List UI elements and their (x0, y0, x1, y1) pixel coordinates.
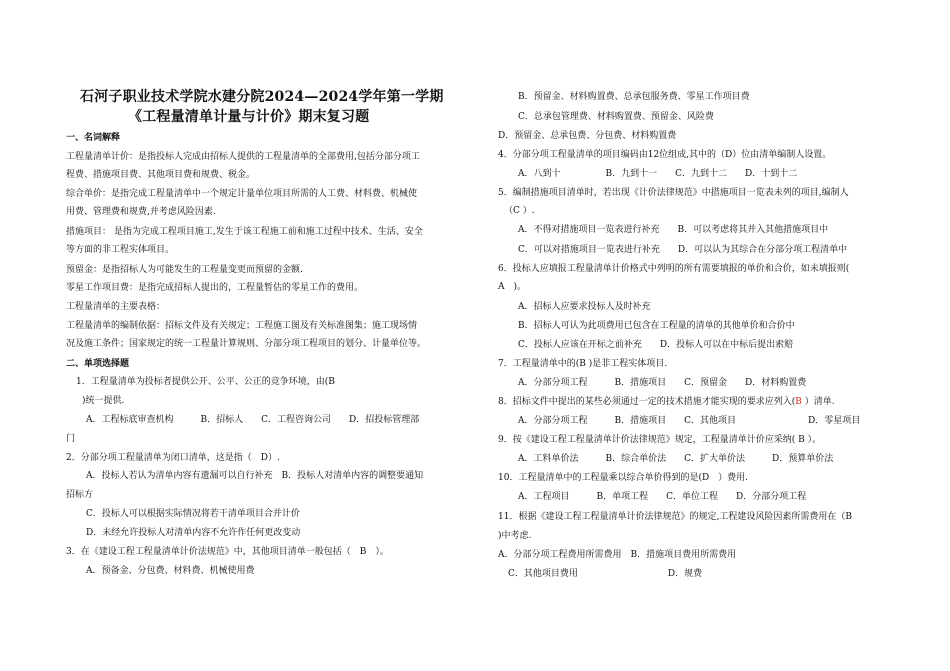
question-line: 10．工程量清单中的工程量乘以综合单价得到的是(D ）费用. (498, 473, 749, 483)
question-line: )统一提供. (82, 396, 125, 406)
section-heading-single-choice: 二、单项选择题 (66, 359, 130, 369)
option-line: C．投标人可以根据实际情况将若干清单项目合并计价 (86, 509, 300, 519)
text-line: 工程量清单的编制依据：招标文件及有关规定；工程施工图及有关标准图集；施工现场情 (66, 321, 418, 331)
option-line: B．招标人可认为此项费用已包含在工程量的清单的其他单价和合价中 (518, 321, 795, 331)
option-line: D．预留金、总承包费、分包费、材料购置费 (498, 131, 677, 141)
option-line: A．招标人应要求投标人及时补充 (518, 302, 651, 312)
question-line: A )。 (498, 282, 527, 292)
option-line: C．投标人应该在开标之前补充 D．投标人可以在中标后提出索赔 (518, 340, 794, 350)
question-line: 6．投标人应填报工程量清单计价格式中列明的所有需要填报的单价和合价，如未填报则( (498, 264, 850, 274)
text-line: 零星工作项目费：是指完成招标人提出的，工程量暂估的零星工作的费用。 (66, 283, 364, 293)
option-line: A．工料单价法 B．综合单价法 C．扩大单价法 D．预算单价法 (518, 454, 834, 464)
option-line: B．预留金、材料购置费、总承包服务费、零星工作项目费 (518, 92, 750, 102)
option-line: C．其他项目费用 D．规费 (508, 569, 703, 579)
text-line: 况及施工条件；国家规定的统一工程量计算规则、分部分项工程项目的划分、计量单位等。 (66, 339, 427, 349)
question-line: 1．工程量清单为投标者提供公开、公平、公正的竞争环境，由(B (76, 377, 335, 387)
option-line: A．工程标底审查机构 B．招标人 C．工程咨询公司 D．招投标管理部 (86, 415, 420, 425)
text-line: 用费、管理费和规费,并考虑风险因素. (66, 207, 216, 217)
text-line: 综合单价：是指完成工程量清单中一个规定计量单位项目所需的人工费、材料费、机械使 (66, 189, 418, 199)
question-line: 2．分部分项工程量清单为闭口清单，这是指（ D）. (66, 453, 280, 463)
question-line: 4．分部分项工程量清单的项目编码由12位组成,其中的（D）位由清单编制人设置。 (498, 150, 832, 160)
option-line: A．分部分项工程 B．措施项目 C．预留金 D．材料购置费 (518, 378, 807, 388)
question-line: 3．在《建设工程工程量清单计价法规范》中，其他项目清单一般包括（ B ）。 (66, 547, 389, 557)
option-line: 门 (66, 434, 76, 444)
option-line: A．八到十 B．九到十一 C．九到十二 D．十到十二 (518, 169, 798, 179)
title-line-1: 石河子职业技术学院水建分院2024—2024学年第一学期 (80, 89, 444, 105)
option-line: A．分部分项工程 B．措施项目 C．其他项目 D．零星项目 (518, 416, 861, 426)
option-line: A．投标人若认为清单内容有遗漏可以自行补充 B．投标人对清单内容的调整要通知 (86, 471, 424, 481)
option-line: C．总承包管理费、材料购置费、预留金、风险费 (518, 112, 714, 122)
question-8-tail: ）清单. (801, 397, 835, 407)
option-line: A．工程项目 B．单项工程 C．单位工程 D．分部分项工程 (518, 492, 807, 502)
question-line: （C ）. (504, 206, 535, 216)
question-line: 7．工程量清单中的(B )是非工程实体项目. (498, 359, 668, 369)
question-line: 11．根据《建设工程工程量清单计价法律规范》的规定,工程建设风险因素所需费用在（B (498, 512, 852, 522)
answer-highlight: B (795, 397, 802, 407)
text-line: 工程量清单的主要表格： (66, 302, 166, 312)
section-heading-terms: 一、名词解释 (66, 133, 121, 143)
option-line: C．可以对措施项目一览表进行补充 D．可以认为其综合在分部分项工程清单中 (518, 245, 848, 255)
question-8-text: 8．招标文件中提出的某些必须通过一定的技术措施才能实现的要求应列入( (498, 397, 796, 407)
question-line (498, 396, 835, 408)
option-line: 招标方 (66, 490, 94, 500)
text-line: 工程量清单计价：是指投标人完成由招标人提供的工程量清单的全部费用,包括分部分项工 (66, 152, 420, 162)
question-line: )中考虑. (498, 531, 532, 541)
title-line-2: 《工程量清单计量与计价》期末复习题 (128, 109, 370, 125)
option-line: A．预备金、分包费、材料费、机械使用费 (86, 566, 255, 576)
question-line: 5．编制措施项目清单时，若出现《计价法律规范》中措施项目一览表未列的项目,编制人 (498, 188, 849, 198)
text-line: 预留金：是指招标人为可能发生的工程量变更而预留的金额. (66, 265, 303, 275)
option-line: A．不得对措施项目一览表进行补充 B．可以考虑将其并入其他措施项目中 (518, 225, 829, 235)
text-line: 等方面的非工程实体项目。 (66, 245, 175, 255)
question-line: 9．按《建设工程工程量清单计价法律规范》规定，工程量清单计价应采纳( B ）。 (498, 435, 822, 445)
text-line: 程费、措施项目费、其他项目费和规费、税金。 (66, 170, 256, 180)
text-line: 措施项目： 是指为完成工程项目施工,发生于该工程施工前和施工过程中技术、生活、安全 (66, 227, 423, 237)
option-line: D．未经允许投标人对清单内容不允许作任何更改变动 (86, 528, 301, 538)
option-line: A．分部分项工程费用所需费用 B．措施项目费用所需费用 (498, 550, 737, 560)
